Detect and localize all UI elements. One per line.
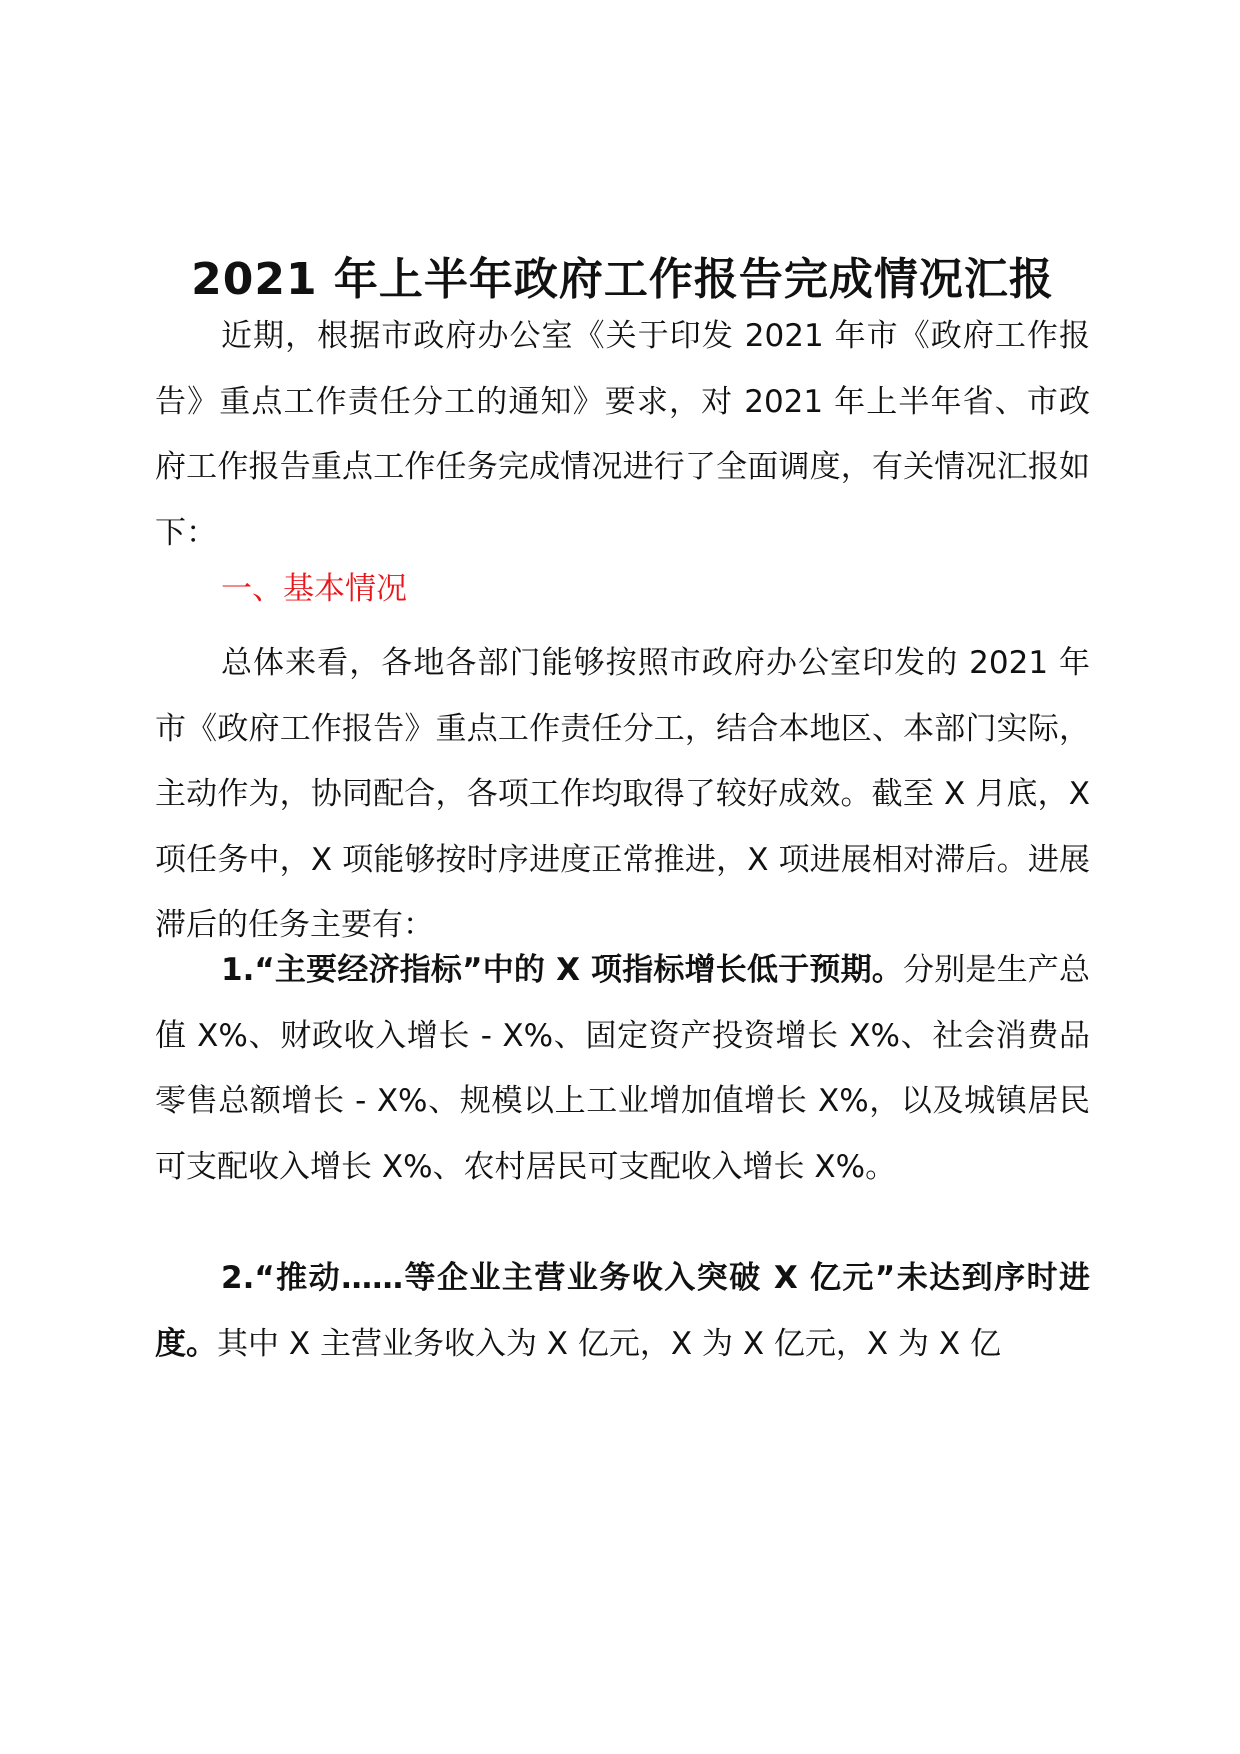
item-1-lead: 1.“主要经济指标”中的 X 项指标增长低于预期。	[221, 952, 903, 988]
overview-paragraph: 总体来看，各地各部门能够按照市政府办公室印发的 2021 年市《政府工作报告》重点工作责任分工，结合本地区、本部门实际，主动作为，协同配合，各项工作均取得了较好成效。截至 X 月底，X 项任务中，X 项能够按时序进度正常推进，X 项进展相对滞后。进展滞后的任务主要有：	[155, 645, 1090, 943]
intro-paragraph: 近期，根据市政府办公室《关于印发 2021 年市《政府工作报告》重点工作责任分工的通知》要求，对 2021 年上半年省、市政府工作报告重点工作任务完成情况进行了全面调度，有关情况汇报如下：	[155, 318, 1090, 551]
item-1-body: 分别是生产总值 X%、财政收入增长 - X%、固定资产投资增长 X%、社会消费品零售总额增长 - X%、规模以上工业增加值增长 X%，以及城镇居民可支配收入增长 X%、农村居民可支配收入增长 X%。	[155, 952, 1091, 1185]
document-page	[155, 0, 1090, 1754]
item-1-paragraph	[155, 938, 1090, 1200]
item-2-body: 其中 X 主营业务收入为 X 亿元，X 为 X 亿元，X 为 X 亿	[217, 1325, 1001, 1362]
item-2-paragraph	[155, 1246, 1090, 1377]
section-heading-basic-situation: 一、基本情况	[221, 571, 407, 607]
document-title: 2021 年上半年政府工作报告完成情况汇报	[191, 254, 1054, 305]
item-2-lead: 2.“推动……等企业主营业务收入突破 X 亿元”未达到序时进度。	[155, 1260, 1090, 1362]
